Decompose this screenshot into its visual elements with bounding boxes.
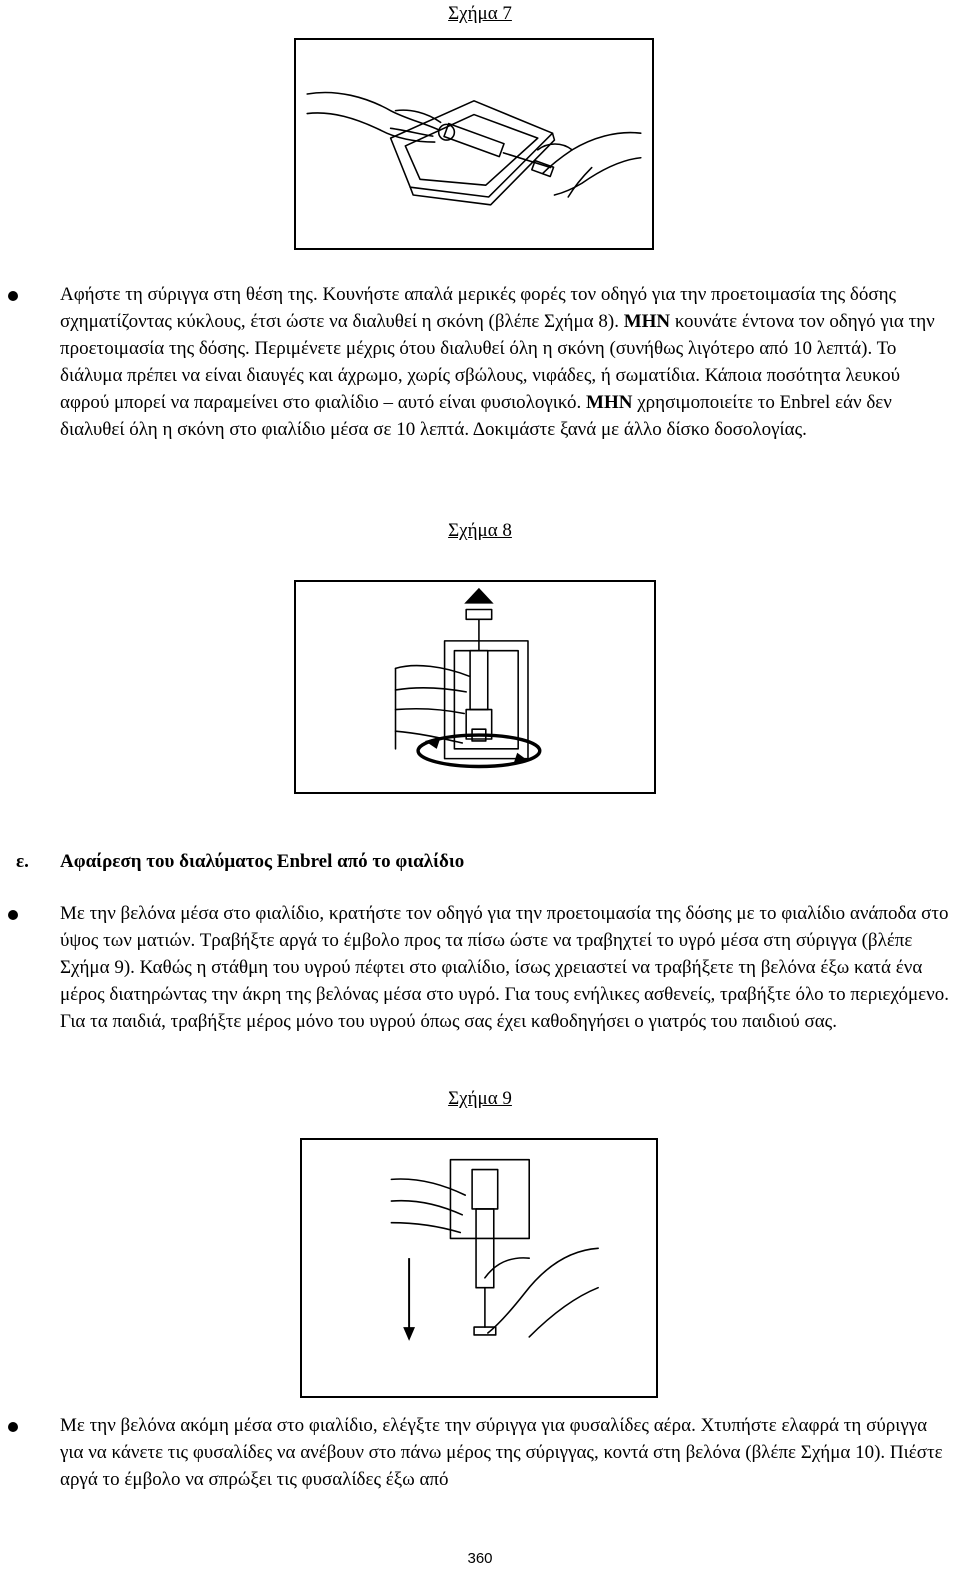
withdraw-solution-paragraph: Με την βελόνα μέσα στο φιαλίδιο, κρατήστε τον οδηγό για την προετοιμασία της δόσης με το φιαλίδιο ανάποδα στο ύψος των ματιών. Τραβήξτε αργά το έμβολο προς τα πίσω ώστε να τραβηχτεί το υγρό μέσα στη σύριγγα (βλέπε Σχήμα 9). Καθώς η στάθμη του υγρού πέφτει στο φιαλίδιο, ίσως χρειαστεί να τραβήξετε τη βελόνα έξω κατά ένα μέρος διατηρώντας την άκρη της βελόνας μέσα στο υγρό. Για τους ενήλικες ασθενείς, τραβήξτε όλο το περιεχόμενο. Για τα παιδιά, τραβήξτε μέρος μόνο του υγρού όπως σας έχει καθοδηγήσει ο γιατρός του παιδιού σας.: [60, 903, 949, 1032]
figure-9-caption: Σχήμα 9: [448, 1088, 512, 1109]
hand-swirling-tray-drawing: [296, 582, 654, 792]
bold-warning: ΜΗΝ: [586, 392, 633, 413]
dissolve-instructions-paragraph: [60, 281, 950, 443]
figure-7-illustration: [294, 38, 654, 250]
text-span: κουνάτε έντονα τον οδηγό για την προετοιμασία της δόσης. Περιμένετε μέχρις ότου διαλυθεί όλη η σκόνη (συνήθως λιγότερο από 10 λεπτά). Το διάλυμα πρέπει να είναι διαυγές και άχρωμο, χωρίς σβώλους, νιφάδες, ή σωματίδια. Κάποια ποσότητα λευκού αφρού μπορεί να παραμείνει στο φιαλίδιο – αυτό είναι φυσιολογικό.: [60, 311, 935, 413]
bullet-point: [8, 291, 18, 301]
bullet-point: [8, 910, 18, 920]
text-span: χρησιμοποιείτε το Enbrel εάν δεν διαλυθεί όλη η σκόνη στο φιαλίδιο μέσα σε 10 λεπτά. Δοκιμάστε ξανά με άλλο δίσκο δοσολογίας.: [60, 392, 892, 440]
air-bubbles-paragraph: Με την βελόνα ακόμη μέσα στο φιαλίδιο, ελέγξτε την σύριγγα για φυσαλίδες αέρα. Χτυπήστε ελαφρά τη σύριγγα για να κάνετε τις φυσαλίδες να ανέβουν στο πάνω μέρος της σύριγγας, κοντά στη βελόνα (βλέπε Σχήμα 10). Πιέστε αργά το έμβολο να σπρώξει τις φυσαλίδες έξω από: [60, 1415, 943, 1490]
figure-7-caption: Σχήμα 7: [448, 3, 512, 24]
bullet-point: [8, 1422, 18, 1432]
section-title: Αφαίρεση του διαλύματος Enbrel από το φιαλίδιο: [60, 851, 465, 872]
section-letter: ε.: [16, 851, 29, 872]
figure-9-illustration: [300, 1138, 658, 1398]
bold-warning: ΜΗΝ: [623, 311, 671, 332]
hands-attaching-syringe-drawing: [296, 40, 652, 248]
figure-8-caption: Σχήμα 8: [448, 520, 512, 541]
page-number: 360: [467, 1550, 493, 1567]
hand-pulling-plunger-drawing: [302, 1140, 656, 1396]
figure-8-illustration: [294, 580, 656, 794]
section-e-heading: [16, 850, 464, 874]
text-span: Αφήστε τη σύριγγα στη θέση της. Κουνήστε απαλά μερικές φορές τον οδηγό για την προετοιμασία της δόσης σχηματίζοντας κύκλους, έτσι ώστε να διαλυθεί η σκόνη (βλέπε Σχήμα 8).: [60, 284, 897, 332]
